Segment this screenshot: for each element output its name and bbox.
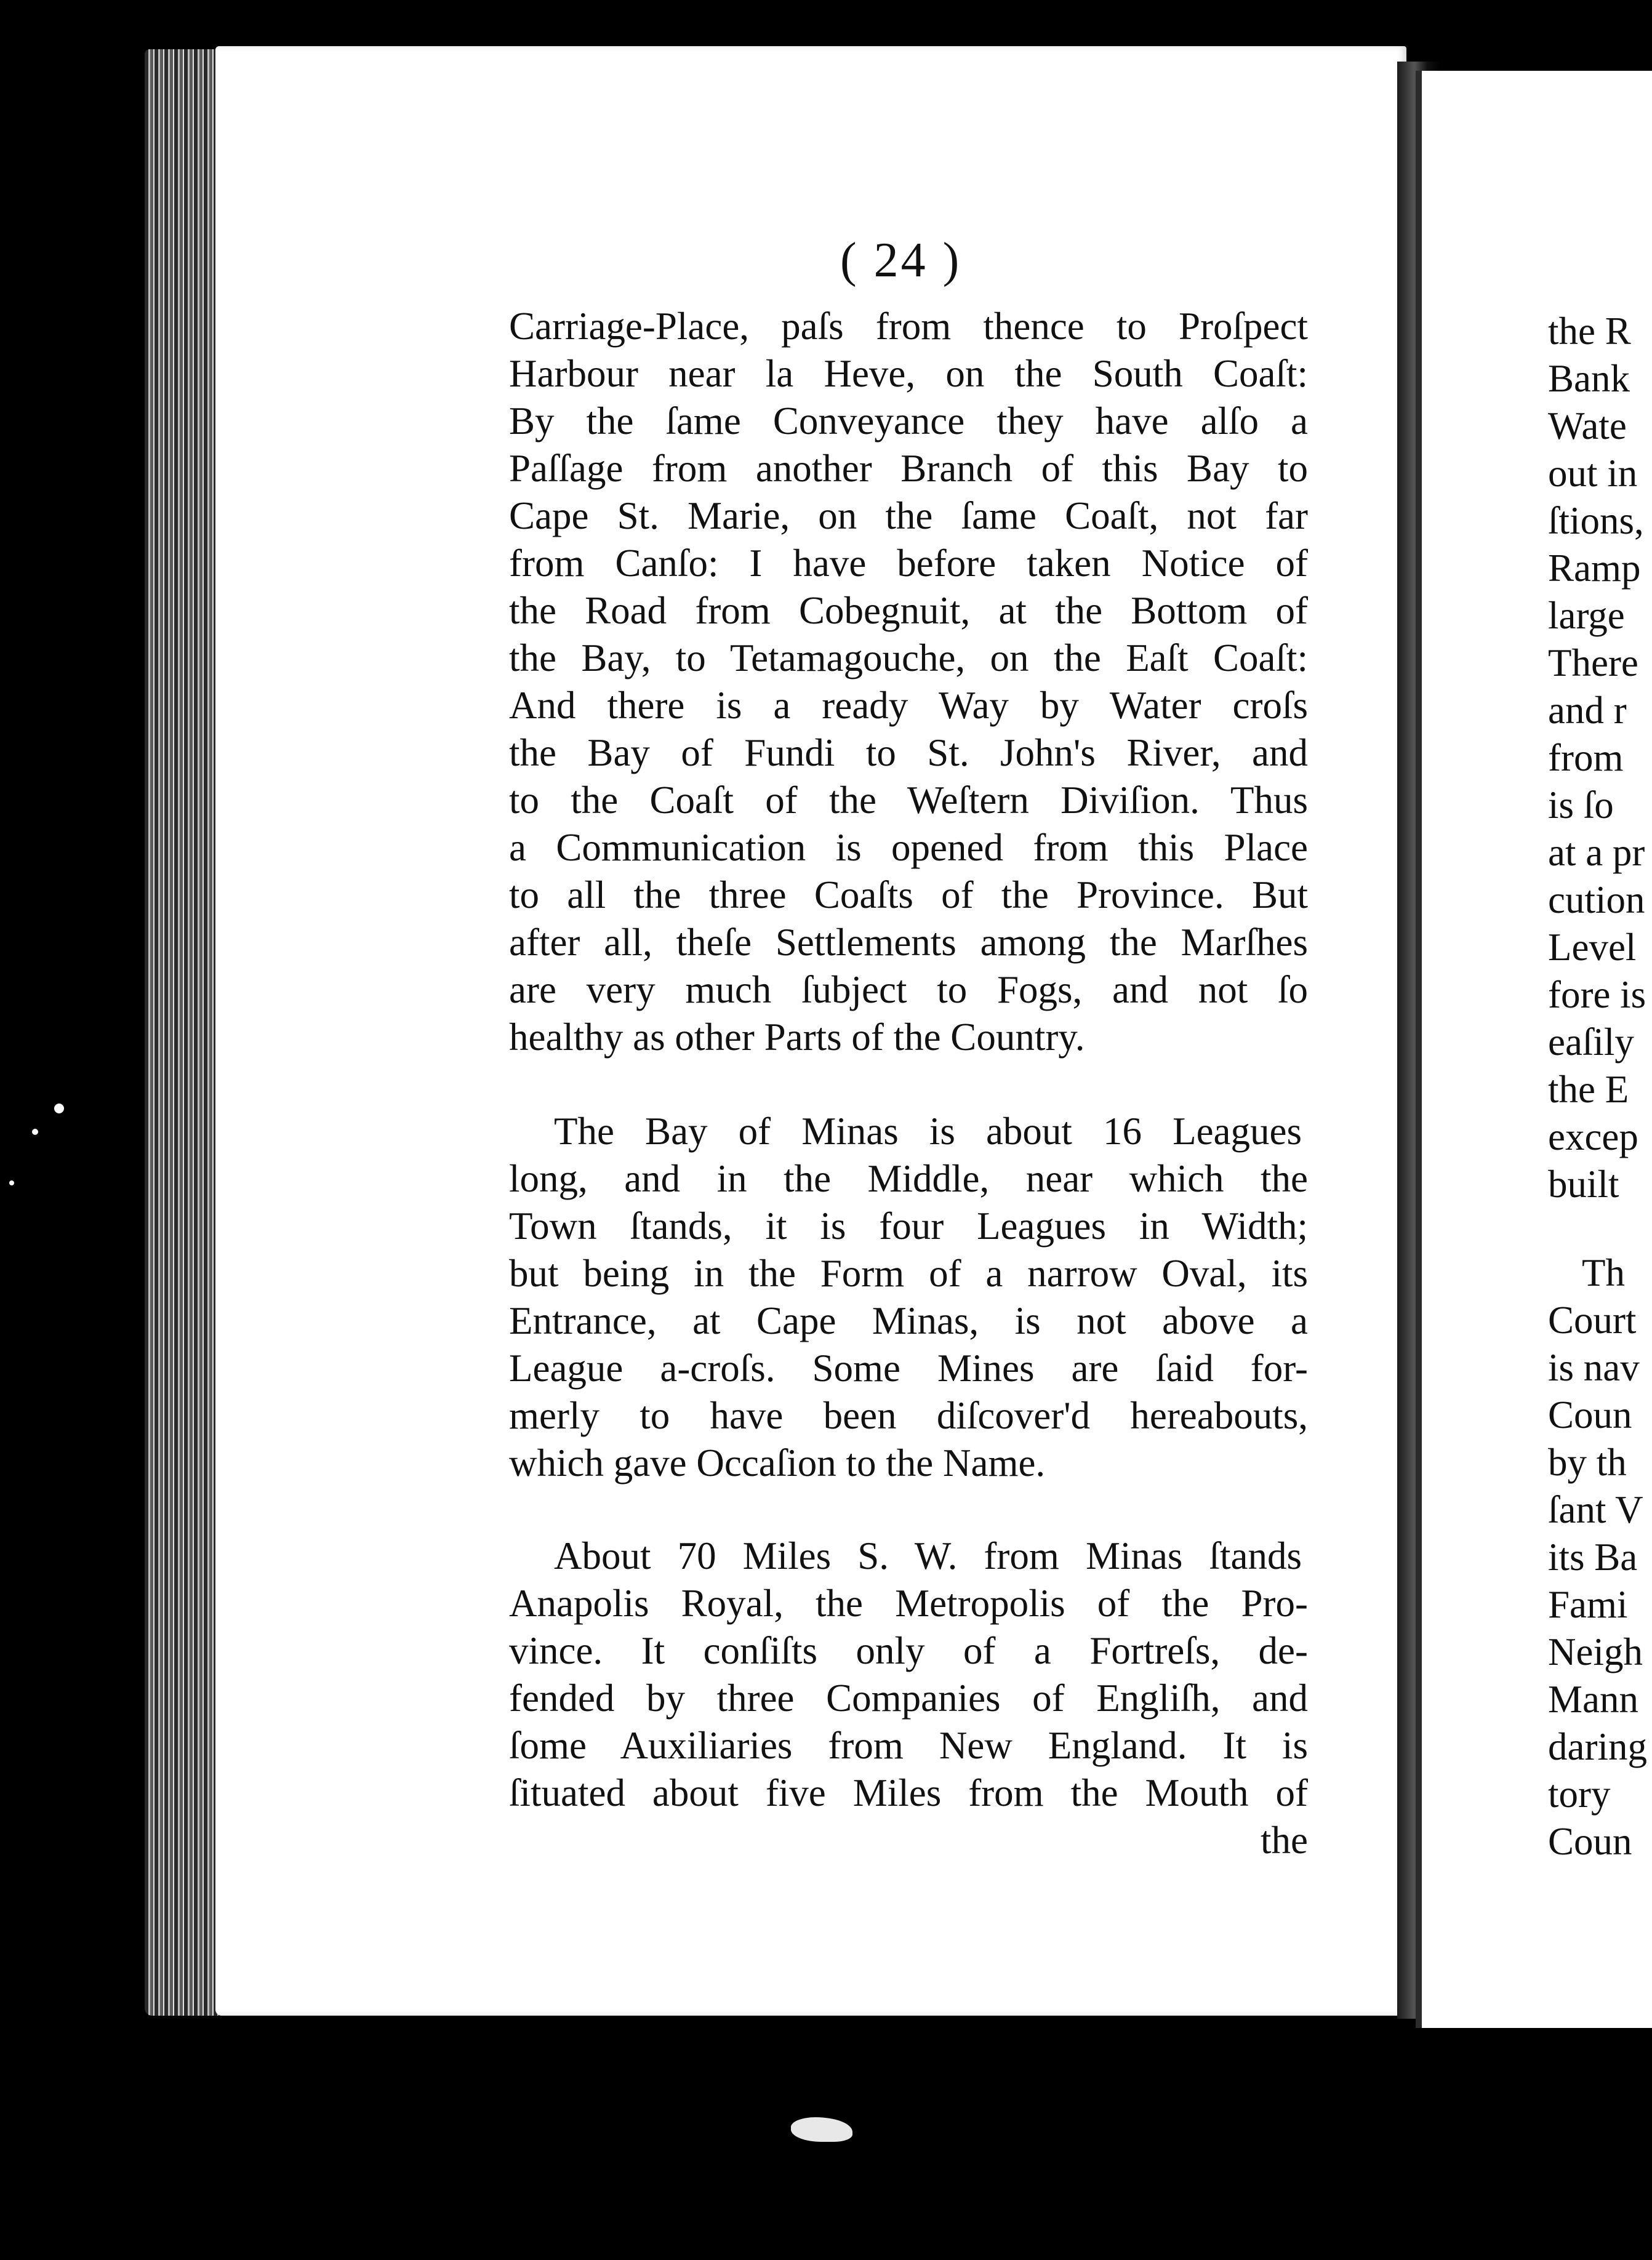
facing-line: is ſo bbox=[1548, 783, 1614, 827]
catchword: the bbox=[1261, 1819, 1308, 1862]
bottom-smudge bbox=[791, 2117, 852, 2142]
facing-line: Bank bbox=[1548, 357, 1630, 400]
facing-line: Coun bbox=[1548, 1820, 1632, 1863]
facing-line: large bbox=[1548, 594, 1625, 637]
speck-mark bbox=[9, 1180, 14, 1185]
text-line: the Bay, to Tetamagouche, on the Eaſt Coaſt: bbox=[509, 636, 1308, 679]
text-line: Carriage-Place, paſs from thence to Proſpect bbox=[509, 305, 1308, 348]
speck-mark bbox=[32, 1129, 38, 1135]
text-line: Anapolis Royal, the Metropolis of the Pro- bbox=[509, 1582, 1308, 1625]
facing-line: from bbox=[1548, 736, 1624, 779]
facing-line: Ramp bbox=[1548, 547, 1641, 590]
text-line: Harbour near la Heve, on the South Coaſt: bbox=[509, 352, 1308, 395]
facing-line: excep bbox=[1548, 1115, 1638, 1158]
text-line: after all, theſe Settlements among the Marſhes bbox=[509, 921, 1308, 964]
text-line: merly to have been diſcover'd hereabouts, bbox=[509, 1394, 1308, 1437]
facing-line: Fami bbox=[1548, 1583, 1628, 1626]
facing-line: at a pr bbox=[1548, 831, 1645, 874]
facing-line: Wate bbox=[1548, 404, 1627, 447]
book-edge-left bbox=[145, 49, 219, 2016]
facing-line: and r bbox=[1548, 689, 1627, 732]
facing-line: ſant V bbox=[1548, 1488, 1643, 1531]
text-line: ſituated about five Miles from the Mouth of bbox=[509, 1771, 1308, 1814]
facing-line: out in bbox=[1548, 452, 1638, 495]
facing-line: the R bbox=[1548, 310, 1631, 353]
text-line: Cape St. Marie, on the ſame Coaſt, not far bbox=[509, 494, 1308, 537]
text-line: vince. It conſiſts only of a Fortreſs, de- bbox=[509, 1629, 1308, 1672]
facing-line: is nav bbox=[1548, 1346, 1640, 1389]
text-line: Paſſage from another Branch of this Bay to bbox=[509, 447, 1308, 490]
text-line: By the ſame Conveyance they have alſo a bbox=[509, 399, 1308, 443]
text-line: fended by three Companies of Engliſh, and bbox=[509, 1677, 1308, 1720]
text-line: to all the three Coaſts of the Province. But bbox=[509, 873, 1308, 916]
facing-line: There bbox=[1548, 641, 1638, 684]
facing-line: ſtions, bbox=[1548, 499, 1644, 542]
facing-line: Mann bbox=[1548, 1678, 1638, 1721]
text-line: to the Coaſt of the Weſtern Diviſion. Thus bbox=[509, 779, 1308, 822]
text-line: the Bay of Fundi to St. John's River, and bbox=[509, 731, 1308, 774]
facing-line: by th bbox=[1548, 1441, 1627, 1484]
text-line: from Canſo: I have before taken Notice of bbox=[509, 542, 1308, 585]
facing-line: tory bbox=[1548, 1773, 1611, 1816]
text-line: are very much ſubject to Fogs, and not ſo bbox=[509, 968, 1308, 1011]
speck-mark bbox=[54, 1104, 64, 1113]
facing-line: built bbox=[1548, 1163, 1619, 1206]
text-line: but being in the Form of a narrow Oval, its bbox=[509, 1252, 1308, 1295]
text-line: And there is a ready Way by Water croſs bbox=[509, 684, 1308, 727]
text-line: About 70 Miles S. W. from Minas ſtands bbox=[554, 1534, 1302, 1577]
text-line: healthy as other Parts of the Country. bbox=[509, 1016, 1085, 1059]
facing-line: fore is bbox=[1548, 973, 1646, 1016]
text-line: The Bay of Minas is about 16 Leagues bbox=[554, 1110, 1302, 1153]
facing-line: Coun bbox=[1548, 1393, 1632, 1437]
text-line: Town ſtands, it is four Leagues in Width; bbox=[509, 1204, 1308, 1248]
facing-line: cution bbox=[1548, 878, 1645, 921]
text-line: a Communication is opened from this Place bbox=[509, 826, 1308, 869]
text-line: ſome Auxiliaries from New England. It is bbox=[509, 1724, 1308, 1767]
facing-line: Court bbox=[1548, 1299, 1637, 1342]
page-number: ( 24 ) bbox=[840, 233, 962, 287]
text-line: the Road from Cobegnuit, at the Bottom of bbox=[509, 589, 1308, 632]
text-line: long, and in the Middle, near which the bbox=[509, 1157, 1308, 1200]
facing-line: its Ba bbox=[1548, 1536, 1638, 1579]
text-line: Entrance, at Cape Minas, is not above a bbox=[509, 1299, 1308, 1342]
text-line: League a-croſs. Some Mines are ſaid for- bbox=[509, 1347, 1308, 1390]
facing-line: Th bbox=[1582, 1251, 1625, 1294]
facing-line: the E bbox=[1548, 1068, 1629, 1111]
text-line: which gave Occaſion to the Name. bbox=[509, 1441, 1046, 1485]
facing-line: daring bbox=[1548, 1725, 1647, 1768]
facing-line: Neigh bbox=[1548, 1630, 1643, 1673]
facing-line: eaſily bbox=[1548, 1020, 1634, 1064]
facing-line: Level bbox=[1548, 926, 1637, 969]
